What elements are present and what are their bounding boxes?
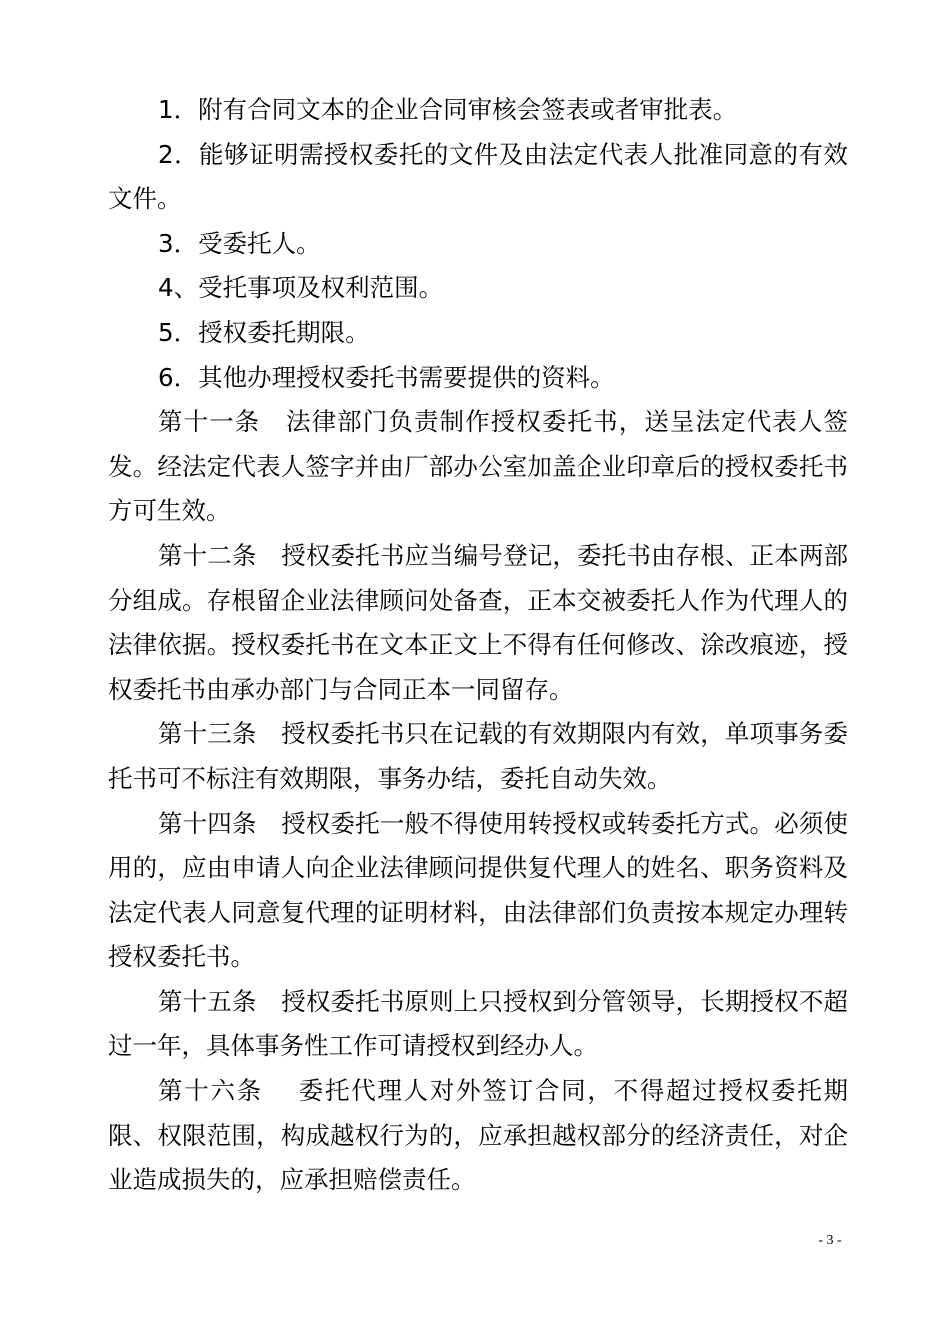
page-number: - 3 - — [818, 1233, 842, 1248]
article-13: 第十三条 授权委托书只在记载的有效期限内有效，单项事务委托书可不标注有效期限，事务办结，委托自动失效。 — [108, 719, 848, 793]
article-14: 第十四条 授权委托一般不得使用转授权或转委托方式。必须使用的，应由申请人向企业法律顾问提供复代理人的姓名、职务资料及法定代表人同意复代理的证明材料，由法律部们负责按本规定办理转授权委托书。 — [108, 808, 848, 972]
article-15: 第十五条 授权委托书原则上只授权到分管领导，长期授权不超过一年，具体事务性工作可请授权到经办人。 — [108, 986, 848, 1061]
list-item-3: 3．受委托人。 — [158, 228, 321, 258]
article-16: 第十六条 委托代理人对外签订合同，不得超过授权委托期限、权限范围，构成越权行为的，应承担越权部分的经济责任，对企业造成损失的，应承担赔偿责任。 — [108, 1076, 848, 1195]
list-item-1: 1．附有合同文本的企业合同审核会签表或者审批表。 — [158, 95, 738, 124]
list-item-2: 2．能够证明需授权委托的文件及由法定代表人批准同意的有效文件。 — [108, 139, 848, 214]
list-item-6: 6．其他办理授权委托书需要提供的资料。 — [158, 362, 615, 392]
document-body — [108, 88, 848, 1203]
list-item-5: 5．授权委托期限。 — [158, 317, 370, 347]
article-11: 第十一条 法律部门负责制作授权委托书，送呈法定代表人签发。经法定代表人签字并由厂部办公室加盖企业印章后的授权委托书方可生效。 — [108, 407, 848, 526]
article-12: 第十二条 授权委托书应当编号登记，委托书由存根、正本两部分组成。存根留企业法律顾问处备查，正本交被委托人作为代理人的法律依据。授权委托书在文本正文上不得有任何修改、涂改痕迹，授权委托书由承办部门与合同正本一同留存。 — [108, 540, 848, 704]
list-item-4: 4、受托事项及权利范围。 — [158, 273, 444, 303]
